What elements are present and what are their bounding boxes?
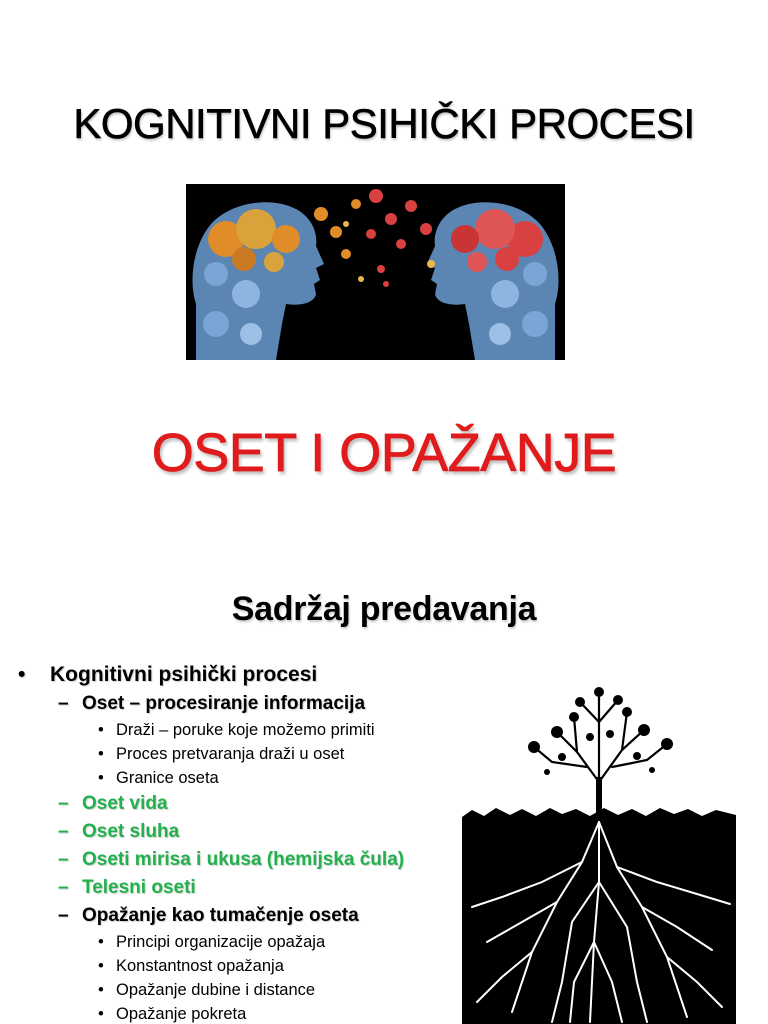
outline-subitem bbox=[18, 902, 458, 930]
outline-subsubitem bbox=[18, 930, 458, 954]
outline-subitem-label: Oset sluha bbox=[82, 821, 180, 842]
bullet: • bbox=[98, 721, 104, 739]
dash: – bbox=[58, 821, 69, 842]
dash: – bbox=[58, 849, 69, 870]
two-heads-gears-image bbox=[186, 184, 565, 360]
outline-item-label: Kognitivni psihički procesi bbox=[50, 663, 318, 686]
bullet: • bbox=[98, 957, 104, 975]
outline-subsubitem-label: Konstantnost opažanja bbox=[116, 957, 284, 975]
bullet: • bbox=[18, 663, 26, 686]
outline-subsubitem bbox=[18, 766, 458, 790]
outline-subsubitem bbox=[18, 978, 458, 1002]
main-title: OSET I OPAŽANJE bbox=[151, 423, 617, 483]
outline-subitem-label: Oset vida bbox=[82, 793, 168, 814]
outline-subitem-label: Telesni oseti bbox=[82, 877, 196, 898]
lecture-outline bbox=[18, 660, 458, 1024]
outline-subitem-label: Opažanje kao tumačenje oseta bbox=[82, 905, 359, 926]
outline-subsubitem-label: Principi organizacije opažaja bbox=[116, 933, 326, 951]
outline-subitem bbox=[18, 690, 458, 718]
tree-roots-image bbox=[462, 682, 736, 1024]
outline-subsubitem bbox=[18, 1002, 458, 1024]
bullet: • bbox=[98, 933, 104, 951]
outline-subsubitem bbox=[18, 742, 458, 766]
bullet: • bbox=[98, 981, 104, 999]
dash: – bbox=[58, 905, 69, 926]
bullet: • bbox=[98, 1005, 104, 1023]
bullet: • bbox=[98, 769, 104, 787]
outline-subsubitem-label: Proces pretvaranja draži u oset bbox=[116, 745, 345, 763]
dash: – bbox=[58, 877, 69, 898]
dash: – bbox=[58, 793, 69, 814]
outline-subsubitem-label: Opažanje dubine i distance bbox=[116, 981, 316, 999]
outline-subitem bbox=[18, 846, 458, 874]
dash: – bbox=[58, 693, 69, 714]
outline-subsubitem-label: Granice oseta bbox=[116, 769, 219, 787]
outline-subsubitem-label: Draži – poruke koje možemo primiti bbox=[116, 721, 375, 739]
outline-item bbox=[18, 660, 458, 690]
outline-subitem bbox=[18, 818, 458, 846]
contents-title: Sadržaj predavanja bbox=[231, 590, 537, 628]
outline-subitem bbox=[18, 874, 458, 902]
outline-subitem-label: Oset – procesiranje informacija bbox=[82, 693, 366, 714]
outline-subsubitem bbox=[18, 954, 458, 978]
outline-subsubitem-label: Opažanje pokreta bbox=[116, 1005, 247, 1023]
outline-subitem bbox=[18, 790, 458, 818]
bullet: • bbox=[98, 745, 104, 763]
outline-subitem-label: Oseti mirisa i ukusa (hemijska čula) bbox=[82, 849, 405, 870]
slide-title: KOGNITIVNI PSIHIČKI PROCESI bbox=[73, 100, 695, 147]
outline-subsubitem bbox=[18, 718, 458, 742]
